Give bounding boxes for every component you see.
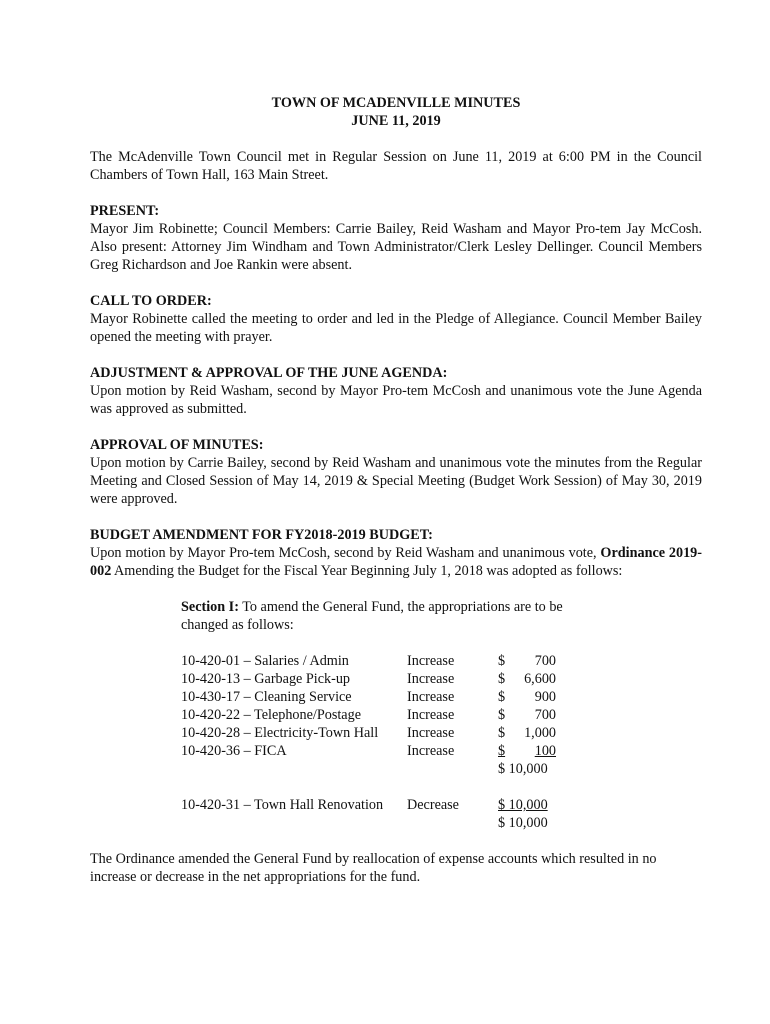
account-code: 10-420-01 – Salaries / Admin	[181, 653, 349, 669]
call-to-order-section	[90, 292, 702, 346]
section-i-intro	[181, 598, 571, 634]
title-line-2: JUNE 11, 2019	[351, 113, 441, 129]
section-i-block	[181, 598, 571, 832]
minutes-text: Upon motion by Carrie Bailey, second by Reid Washam and unanimous vote the minutes from the Regular Meeting and Closed Session of May 14, 2019 & Special Meeting (Budget Work Session) of May 30, 2019 were approved.	[90, 455, 702, 507]
present-heading: PRESENT:	[90, 203, 160, 219]
account-amount	[498, 724, 556, 742]
minutes-document	[90, 94, 702, 886]
increase-row	[181, 742, 556, 760]
amount-value: 100	[534, 743, 556, 759]
account-action: Increase	[407, 743, 455, 759]
account-code: 10-420-36 – FICA	[181, 743, 287, 759]
agenda-heading: ADJUSTMENT & APPROVAL OF THE JUNE AGENDA:	[90, 365, 448, 381]
increase-row	[181, 670, 556, 688]
table-spacer	[181, 778, 556, 796]
increase-row	[181, 652, 556, 670]
present-section	[90, 202, 702, 274]
account-action: Increase	[407, 725, 455, 741]
minutes-heading: APPROVAL OF MINUTES:	[90, 437, 264, 453]
increase-row	[181, 706, 556, 724]
closing-paragraph: The Ordinance amended the General Fund by reallocation of expense accounts which resulted in no increase or decrease in the net appropriations for the fund.	[90, 851, 657, 885]
currency-symbol: $	[498, 689, 506, 705]
call-to-order-text: Mayor Robinette called the meeting to order and led in the Pledge of Allegiance. Council Member Bailey opened the meeting with prayer.	[90, 311, 702, 345]
call-to-order-heading: CALL TO ORDER:	[90, 293, 212, 309]
minutes-section	[90, 436, 702, 508]
budget-text-before: Upon motion by Mayor Pro-tem McCosh, second by Reid Washam and unanimous vote,	[90, 545, 601, 561]
budget-text	[90, 544, 702, 580]
account-action: Increase	[407, 689, 455, 705]
title-line-1: TOWN OF MCADENVILLE MINUTES	[271, 95, 521, 111]
increase-row	[181, 688, 556, 706]
account-code: 10-430-17 – Cleaning Service	[181, 689, 352, 705]
decrease-account: 10-420-31 – Town Hall Renovation	[181, 797, 384, 813]
intro-paragraph: The McAdenville Town Council met in Regular Session on June 11, 2019 at 6:00 PM in the Council Chambers of Town Hall, 163 Main Street.	[90, 149, 702, 183]
account-action: Increase	[407, 671, 455, 687]
decrease-total-row	[181, 814, 556, 832]
section-i-label: Section I:	[181, 599, 239, 615]
budget-heading: BUDGET AMENDMENT FOR FY2018-2019 BUDGET:	[90, 527, 433, 543]
decrease-amount: $ 10,000	[498, 797, 548, 813]
decrease-row	[181, 796, 556, 814]
account-code: 10-420-28 – Electricity-Town Hall	[181, 725, 379, 741]
present-text: Mayor Jim Robinette; Council Members: Carrie Bailey, Reid Washam and Mayor Pro-tem Jay McCosh. Also present: Attorney Jim Windham and Town Administrator/Clerk Lesley Dellinger. Council Members Greg Richardson and Joe Rankin were absent.	[90, 221, 702, 273]
account-action: Increase	[407, 653, 455, 669]
currency-symbol: $	[498, 707, 506, 723]
account-amount	[498, 688, 556, 706]
currency-symbol: $	[498, 725, 506, 741]
decrease-total: $ 10,000	[498, 815, 548, 831]
account-code: 10-420-22 – Telephone/Postage	[181, 707, 361, 723]
amount-value: 1,000	[524, 725, 556, 741]
currency-symbol: $	[498, 653, 506, 669]
account-amount	[498, 742, 556, 760]
section-i-text: To amend the General Fund, the appropriations are to be changed as follows:	[181, 599, 563, 633]
increase-row	[181, 724, 556, 742]
currency-symbol: $	[498, 743, 506, 759]
decrease-action: Decrease	[407, 797, 459, 813]
increase-total: $ 10,000	[498, 761, 548, 777]
increase-total-row	[181, 760, 556, 778]
account-amount	[498, 652, 556, 670]
amount-value: 700	[534, 707, 556, 723]
agenda-section	[90, 364, 702, 418]
account-amount	[498, 706, 556, 724]
budget-section	[90, 526, 702, 832]
account-action: Increase	[407, 707, 455, 723]
ordinance-number: Ordinance 2019-002	[90, 545, 703, 579]
budget-text-after: Amending the Budget for the Fiscal Year Beginning July 1, 2018 was adopted as follows:	[111, 563, 623, 579]
amount-value: 900	[534, 689, 556, 705]
agenda-text: Upon motion by Reid Washam, second by Mayor Pro-tem McCosh and unanimous vote the June Agenda was approved as submitted.	[90, 383, 702, 417]
document-title	[90, 94, 702, 130]
amount-value: 6,600	[524, 671, 556, 687]
account-code: 10-420-13 – Garbage Pick-up	[181, 671, 351, 687]
account-amount	[498, 670, 556, 688]
amount-value: 700	[534, 653, 556, 669]
appropriations-table	[181, 652, 556, 832]
currency-symbol: $	[498, 671, 506, 687]
